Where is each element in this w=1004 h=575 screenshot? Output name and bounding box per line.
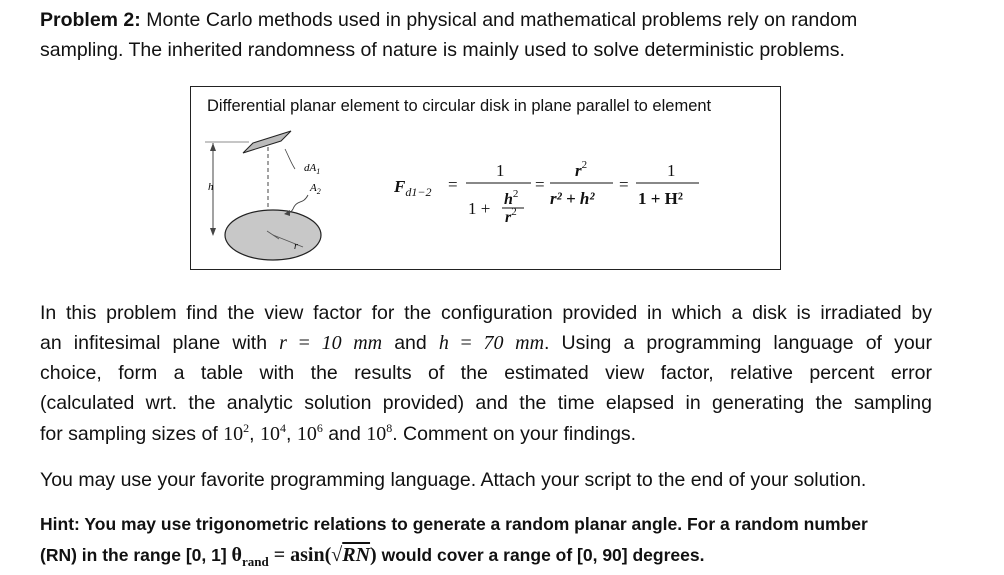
body-paragraph-2: You may use your favorite programming language. Attach your script to the end of your solution.: [40, 469, 867, 491]
theta-symbol: $\theta_{rand}$: [231, 544, 269, 569]
f1-den-h: $h^2$: [504, 188, 519, 208]
body-line-2: an infitesimal plane with r = 10 mm and h = 70 mm. Using a programming language of your: [40, 332, 933, 354]
body-line-4: (calculated wrt. the analytic solution provided) and the time elapsed in generating the sampling: [40, 392, 932, 414]
problem-intro-line-1: [40, 7, 857, 33]
formula-eq-2: =: [535, 175, 545, 194]
figure-box: [190, 86, 781, 270]
view-factor-figure: [191, 87, 782, 271]
rn-symbol: RN: [342, 544, 371, 566]
differential-element-shape: [243, 131, 291, 153]
da1-label: $dA_1$: [304, 162, 321, 176]
size-4: $10^8$: [366, 421, 393, 445]
f1-numerator: 1: [496, 161, 505, 180]
problem-label: Problem 2:: [40, 9, 141, 31]
da1-leader-line: [285, 149, 295, 169]
figure-caption: Differential planar element to circular disk in plane parallel to element: [207, 97, 712, 115]
view-factor-formula: [393, 159, 699, 226]
a2-label: $A_2$: [310, 182, 321, 196]
hint-line-1: Hint: You may use trigonometric relations to generate a random planar angle. For a random number: [40, 514, 868, 534]
f2-numerator: $r^2$: [575, 159, 588, 180]
r-label: r: [294, 241, 298, 252]
body-line-5: for sampling sizes of $10^2$, $10^4$, $10^6$ and $10^8$. Comment on your findings.: [40, 421, 637, 445]
size-1: $10^2$: [223, 421, 250, 445]
problem-intro-text-1: Monte Carlo methods used in physical and mathematical problems rely on random: [140, 9, 858, 31]
formula-lhs: $F_{d1-2}$: [394, 177, 432, 199]
f1-denominator-one: 1 +: [468, 199, 491, 218]
h-label: h: [208, 181, 214, 193]
f2-denominator: r² + h²: [550, 189, 595, 208]
h-arrow-top: [210, 143, 216, 151]
size-2: $10^4$: [260, 421, 286, 445]
problem-intro-line-2: sampling. The inherited randomness of nature is mainly used to solve deterministic problems.: [40, 39, 845, 61]
hint-line-2: (RN) in the range [0, 1] $\theta_{rand} = asin(√RN)$ would cover a range of [0, 90] degrees.: [40, 544, 705, 569]
formula-eq-3: =: [619, 175, 629, 194]
sqrt-symbol: √: [331, 544, 343, 566]
formula-eq-1: =: [448, 175, 458, 194]
f3-numerator: 1: [667, 161, 676, 180]
body-line-1: In this problem find the view factor for the configuration provided in which a disk is irradiated by: [40, 302, 932, 324]
f1-den-r: $r^2$: [505, 206, 517, 226]
h-arrow-bottom: [210, 228, 216, 236]
size-3: $10^6$: [296, 421, 323, 445]
f3-denominator: 1 + H²: [638, 189, 684, 208]
body-line-3: choice, form a table with the results of the estimated view factor, relative percent error: [40, 362, 932, 384]
